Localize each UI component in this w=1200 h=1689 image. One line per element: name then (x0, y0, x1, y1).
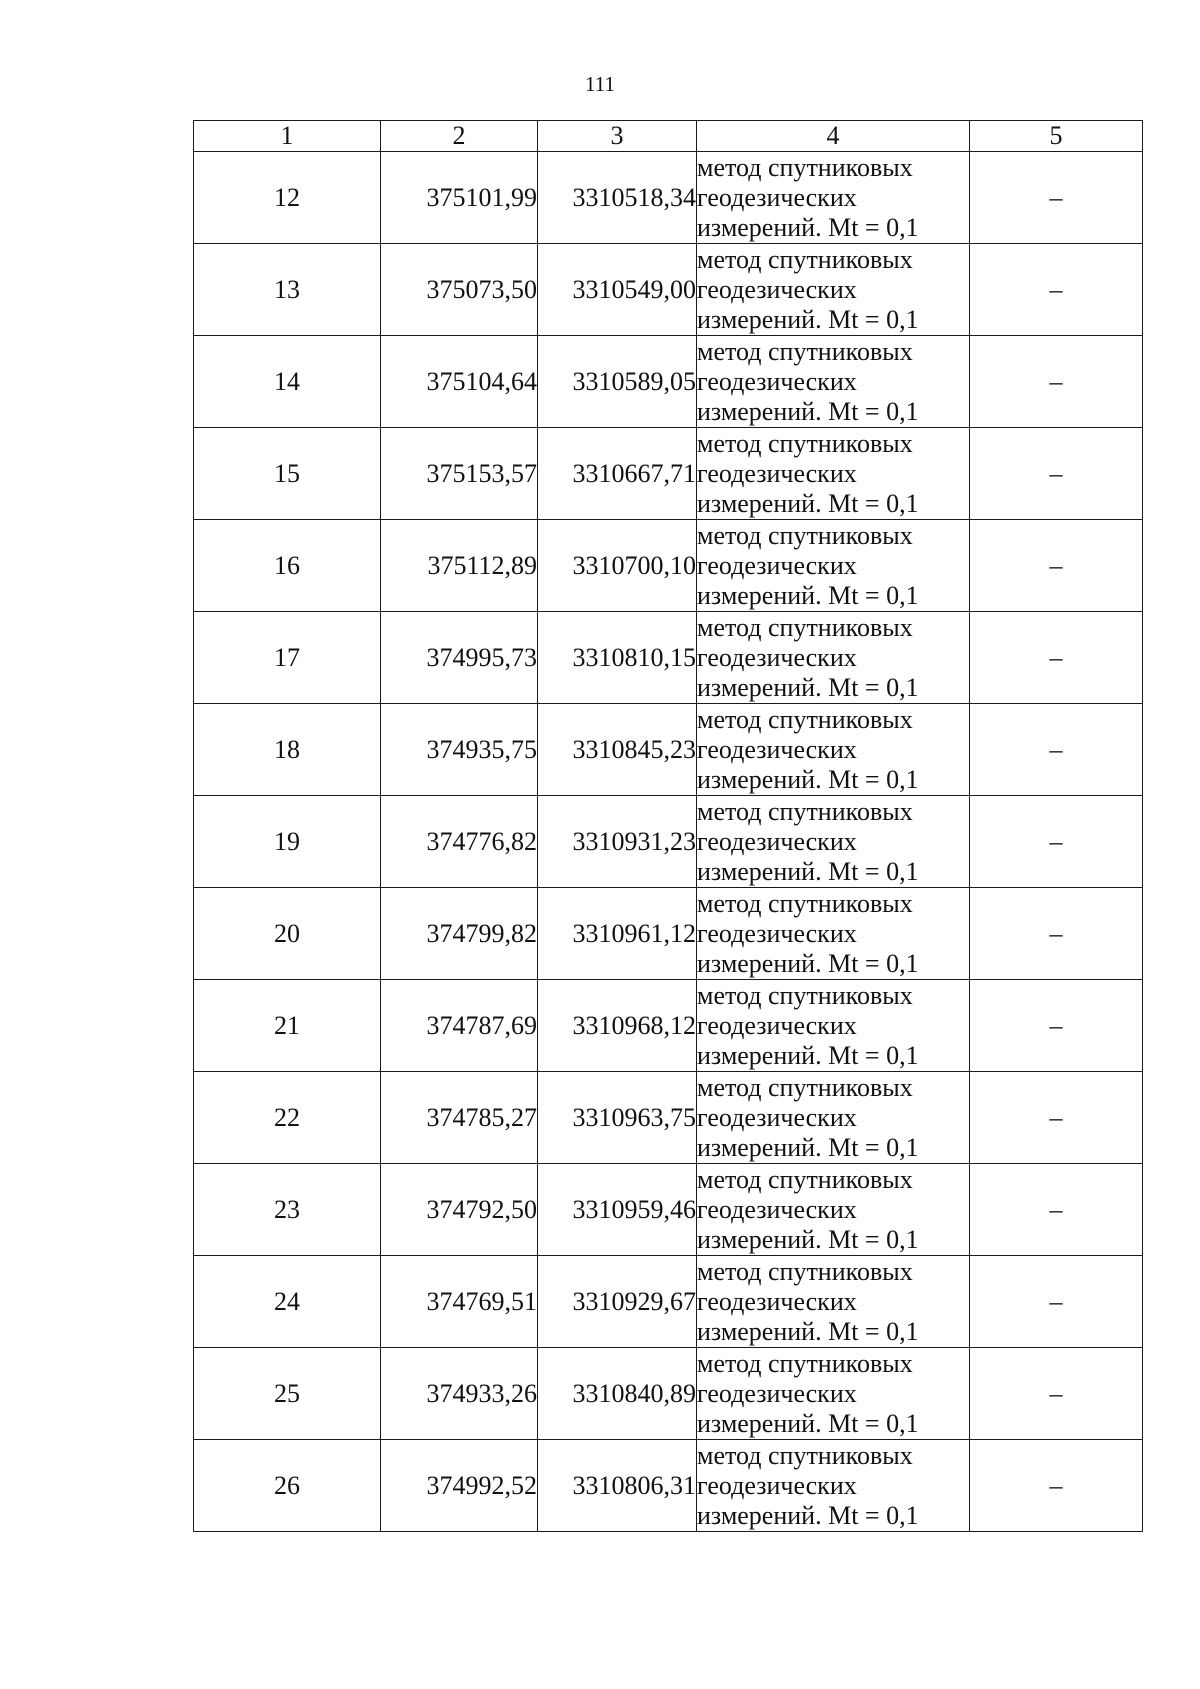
method-line: геодезических (697, 642, 857, 672)
method-line: измерений. Mt = 0,1 (697, 304, 919, 334)
y-coordinate-cell: 3310806,31 (538, 1440, 697, 1532)
method-line: метод спутниковых (697, 1440, 913, 1470)
x-coordinate-cell: 375153,57 (381, 428, 538, 520)
table-row (194, 520, 1143, 612)
method-line: метод спутниковых (697, 1256, 913, 1286)
column-header: 1 (194, 121, 381, 152)
table-row (194, 244, 1143, 336)
method-cell (697, 980, 970, 1072)
table-row (194, 1256, 1143, 1348)
method-cell (697, 612, 970, 704)
method-cell (697, 336, 970, 428)
note-cell: – (970, 704, 1143, 796)
method-line: геодезических (697, 182, 857, 212)
column-header: 2 (381, 121, 538, 152)
method-line: геодезических (697, 1010, 857, 1040)
note-cell: – (970, 520, 1143, 612)
method-line: метод спутниковых (697, 796, 913, 826)
x-coordinate-cell: 375112,89 (381, 520, 538, 612)
point-number-cell: 20 (194, 888, 381, 980)
x-coordinate-cell: 374785,27 (381, 1072, 538, 1164)
method-line: метод спутниковых (697, 612, 913, 642)
method-cell (697, 888, 970, 980)
x-coordinate-cell: 374787,69 (381, 980, 538, 1072)
method-line: геодезических (697, 1286, 857, 1316)
table-row (194, 1440, 1143, 1532)
method-line: метод спутниковых (697, 244, 913, 274)
method-line: измерений. Mt = 0,1 (697, 672, 919, 702)
method-line: геодезических (697, 550, 857, 580)
method-line: метод спутниковых (697, 336, 913, 366)
y-coordinate-cell: 3310810,15 (538, 612, 697, 704)
y-coordinate-cell: 3310968,12 (538, 980, 697, 1072)
method-line: измерений. Mt = 0,1 (697, 1224, 919, 1254)
table-row (194, 796, 1143, 888)
point-number-cell: 26 (194, 1440, 381, 1532)
point-number-cell: 22 (194, 1072, 381, 1164)
note-cell: – (970, 1440, 1143, 1532)
method-line: измерений. Mt = 0,1 (697, 1040, 919, 1070)
method-line: геодезических (697, 1378, 857, 1408)
method-line: измерений. Mt = 0,1 (697, 396, 919, 426)
table-row (194, 612, 1143, 704)
table-row (194, 888, 1143, 980)
method-cell (697, 1440, 970, 1532)
method-cell (697, 796, 970, 888)
table-header-row (194, 121, 1143, 152)
x-coordinate-cell: 374935,75 (381, 704, 538, 796)
y-coordinate-cell: 3310549,00 (538, 244, 697, 336)
table-row (194, 1072, 1143, 1164)
y-coordinate-cell: 3310959,46 (538, 1164, 697, 1256)
method-cell (697, 244, 970, 336)
method-line: измерений. Mt = 0,1 (697, 1500, 919, 1530)
point-number-cell: 13 (194, 244, 381, 336)
method-line: геодезических (697, 826, 857, 856)
note-cell: – (970, 152, 1143, 244)
method-line: измерений. Mt = 0,1 (697, 488, 919, 518)
x-coordinate-cell: 375073,50 (381, 244, 538, 336)
point-number-cell: 16 (194, 520, 381, 612)
x-coordinate-cell: 374776,82 (381, 796, 538, 888)
y-coordinate-cell: 3310589,05 (538, 336, 697, 428)
column-header: 4 (697, 121, 970, 152)
note-cell: – (970, 1256, 1143, 1348)
method-line: метод спутниковых (697, 1164, 913, 1194)
point-number-cell: 23 (194, 1164, 381, 1256)
y-coordinate-cell: 3310963,75 (538, 1072, 697, 1164)
y-coordinate-cell: 3310667,71 (538, 428, 697, 520)
method-cell (697, 1164, 970, 1256)
table-row (194, 336, 1143, 428)
y-coordinate-cell: 3310929,67 (538, 1256, 697, 1348)
note-cell: – (970, 428, 1143, 520)
method-line: метод спутниковых (697, 888, 913, 918)
y-coordinate-cell: 3310700,10 (538, 520, 697, 612)
note-cell: – (970, 612, 1143, 704)
point-number-cell: 17 (194, 612, 381, 704)
note-cell: – (970, 244, 1143, 336)
method-line: измерений. Mt = 0,1 (697, 1316, 919, 1346)
x-coordinate-cell: 374792,50 (381, 1164, 538, 1256)
method-line: метод спутниковых (697, 152, 913, 182)
column-header: 3 (538, 121, 697, 152)
note-cell: – (970, 1072, 1143, 1164)
note-cell: – (970, 336, 1143, 428)
method-line: геодезических (697, 918, 857, 948)
point-number-cell: 14 (194, 336, 381, 428)
method-line: метод спутниковых (697, 980, 913, 1010)
coordinates-table (193, 120, 1143, 1532)
point-number-cell: 21 (194, 980, 381, 1072)
method-line: метод спутниковых (697, 704, 913, 734)
method-cell (697, 1072, 970, 1164)
table-row (194, 980, 1143, 1072)
method-line: метод спутниковых (697, 1072, 913, 1102)
method-line: метод спутниковых (697, 428, 913, 458)
method-line: геодезических (697, 1102, 857, 1132)
note-cell: – (970, 1164, 1143, 1256)
method-line: метод спутниковых (697, 1348, 913, 1378)
page-number: 111 (585, 72, 615, 96)
note-cell: – (970, 980, 1143, 1072)
method-cell (697, 428, 970, 520)
method-line: измерений. Mt = 0,1 (697, 212, 919, 242)
method-cell (697, 152, 970, 244)
point-number-cell: 15 (194, 428, 381, 520)
point-number-cell: 12 (194, 152, 381, 244)
x-coordinate-cell: 374992,52 (381, 1440, 538, 1532)
method-line: геодезических (697, 734, 857, 764)
table-row (194, 1348, 1143, 1440)
note-cell: – (970, 796, 1143, 888)
x-coordinate-cell: 374769,51 (381, 1256, 538, 1348)
column-header: 5 (970, 121, 1143, 152)
point-number-cell: 25 (194, 1348, 381, 1440)
y-coordinate-cell: 3310845,23 (538, 704, 697, 796)
method-line: измерений. Mt = 0,1 (697, 948, 919, 978)
method-line: измерений. Mt = 0,1 (697, 1408, 919, 1438)
table-row (194, 428, 1143, 520)
method-cell (697, 1256, 970, 1348)
x-coordinate-cell: 375101,99 (381, 152, 538, 244)
method-line: геодезических (697, 274, 857, 304)
x-coordinate-cell: 374933,26 (381, 1348, 538, 1440)
x-coordinate-cell: 374995,73 (381, 612, 538, 704)
method-line: метод спутниковых (697, 520, 913, 550)
note-cell: – (970, 1348, 1143, 1440)
note-cell: – (970, 888, 1143, 980)
method-line: измерений. Mt = 0,1 (697, 764, 919, 794)
point-number-cell: 24 (194, 1256, 381, 1348)
table-row (194, 152, 1143, 244)
method-cell (697, 520, 970, 612)
table-body (194, 152, 1143, 1532)
y-coordinate-cell: 3310518,34 (538, 152, 697, 244)
method-line: геодезических (697, 1470, 857, 1500)
table-row (194, 1164, 1143, 1256)
point-number-cell: 19 (194, 796, 381, 888)
method-line: геодезических (697, 1194, 857, 1224)
method-cell (697, 704, 970, 796)
method-cell (697, 1348, 970, 1440)
method-line: измерений. Mt = 0,1 (697, 1132, 919, 1162)
method-line: измерений. Mt = 0,1 (697, 580, 919, 610)
table-row (194, 704, 1143, 796)
y-coordinate-cell: 3310931,23 (538, 796, 697, 888)
method-line: измерений. Mt = 0,1 (697, 856, 919, 886)
point-number-cell: 18 (194, 704, 381, 796)
x-coordinate-cell: 374799,82 (381, 888, 538, 980)
method-line: геодезических (697, 458, 857, 488)
method-line: геодезических (697, 366, 857, 396)
y-coordinate-cell: 3310840,89 (538, 1348, 697, 1440)
y-coordinate-cell: 3310961,12 (538, 888, 697, 980)
x-coordinate-cell: 375104,64 (381, 336, 538, 428)
